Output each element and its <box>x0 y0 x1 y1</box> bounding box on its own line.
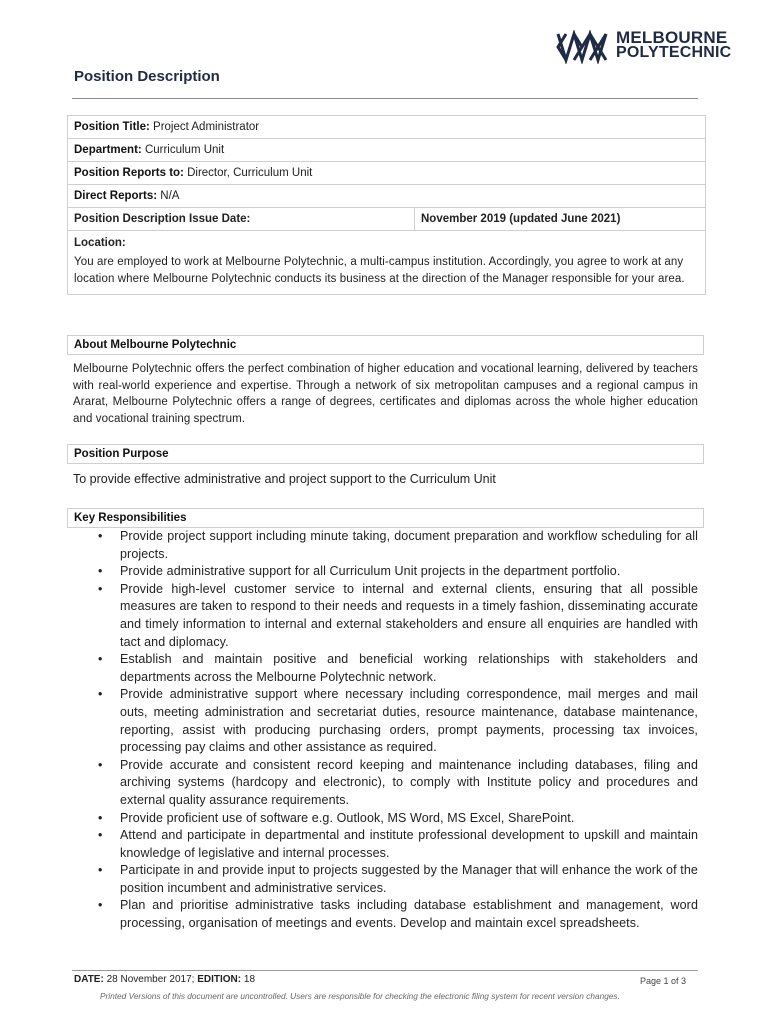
list-item: • Provide proficient use of software e.g. Outlook, MS Word, MS Excel, SharePoint. <box>98 810 575 825</box>
location-text: You are employed to work at Melbourne Polytechnic, a multi-campus institution. Accordingly, you agree to work at any location where Melbourne Polytechnic conducts its business at the direction of the Manager responsible for your area. <box>74 256 685 285</box>
logo-text-line1: MELBOURNE <box>616 28 728 47</box>
list-item: • Provide accurate and consistent record keeping and maintenance including databases, filing and archiving systems (hardcopy and electronic), to comply with Institute policy and procedures and external quality assurance requirements. <box>98 757 698 807</box>
title-divider <box>72 98 698 99</box>
department-label: Department: <box>74 144 142 156</box>
page-number: Page 1 of 3 <box>640 976 687 986</box>
reports-to-value: Director, Curriculum Unit <box>187 167 313 179</box>
about-heading: About Melbourne Polytechnic <box>67 335 704 355</box>
responsibilities-list <box>92 528 698 933</box>
direct-reports-label: Direct Reports: <box>74 190 158 202</box>
footer-divider <box>72 970 698 971</box>
list-item: • Attend and participate in departmental and institute professional development to upskill and maintain knowledge of legislative and internal processes. <box>98 828 698 860</box>
logo-mark-icon <box>556 30 610 64</box>
issue-date-value: November 2019 (updated June 2021) <box>421 213 621 225</box>
issue-date-label: Position Description Issue Date: <box>68 208 415 230</box>
footer-edition: 18 <box>243 974 256 985</box>
purpose-heading: Position Purpose <box>67 444 704 464</box>
direct-reports-value: N/A <box>160 190 180 202</box>
about-text: Melbourne Polytechnic offers the perfect combination of higher education and vocational learning, delivered by teachers with real-world experience and expertise. Through a network of six metropolitan campuses and a regional campus in Ararat, Melbourne Polytechnic offers a range of degrees, certificates and diplomas across the whole higher education and vocational training spectrum. <box>73 363 698 425</box>
position-title-label: Position Title: <box>74 121 150 133</box>
list-item: • Participate in and provide input to projects suggested by the Manager that will enhance the work of the position incumbent and administrative services. <box>98 863 698 895</box>
issue-date-row <box>68 208 705 231</box>
purpose-text: To provide effective administrative and project support to the Curriculum Unit <box>73 472 496 486</box>
location-label: Location: <box>74 237 126 249</box>
responsibilities-heading: Key Responsibilities <box>67 508 704 528</box>
list-item: • Provide high-level customer service to internal and external clients, ensuring that all possible measures are taken to respond to their needs and requests in a timely fashion, disseminating accurate and timely information to internal and external stakeholders and ensure all enquiries are handled with tact and diplomacy. <box>98 581 698 649</box>
reports-to-label: Position Reports to: <box>74 167 184 179</box>
department-row <box>68 139 705 162</box>
position-title-row <box>68 116 705 139</box>
logo-text-line2: POLYTECHNIC <box>616 44 732 61</box>
document-title: Position Description <box>74 68 220 85</box>
department-value: Curriculum Unit <box>144 144 225 156</box>
list-item: • Provide project support including minute taking, document preparation and workflow scheduling for all projects. <box>98 529 698 561</box>
footer-note: Printed Versions of this document are uncontrolled. Users are responsible for checking the electronic filing system for recent version changes. <box>100 991 620 1001</box>
list-item: • Plan and prioritise administrative tasks including database establishment and management, word processing, organisation of meetings and events. Develop and maintain excel spreadsheets. <box>98 898 698 931</box>
position-title-value: Project Administrator <box>153 121 260 133</box>
footer-date: 28 November 2017; <box>106 974 195 985</box>
list-item: • Establish and maintain positive and beneficial working relationships with stakeholders and departments across the Melbourne Polytechnic network. <box>98 652 698 684</box>
list-item: • Provide administrative support where necessary including correspondence, mail merges and mail outs, meeting administration and secretariat duties, resource maintenance, database maintenance, reporting, assist with producing purchasing orders, prompt payments, processing tax invoices, processing pay claims and other assistance as required. <box>98 687 698 755</box>
location-row <box>68 231 705 294</box>
footer-date-label: DATE: <box>74 974 104 985</box>
position-details-table <box>67 115 706 295</box>
reports-to-row <box>68 162 705 185</box>
direct-reports-row <box>68 185 705 208</box>
list-item: • Provide administrative support for all Curriculum Unit projects in the department portfolio. <box>98 564 621 579</box>
footer-date-edition <box>74 974 255 985</box>
footer-edition-label: EDITION: <box>197 974 242 985</box>
melbourne-polytechnic-logo <box>556 28 732 68</box>
